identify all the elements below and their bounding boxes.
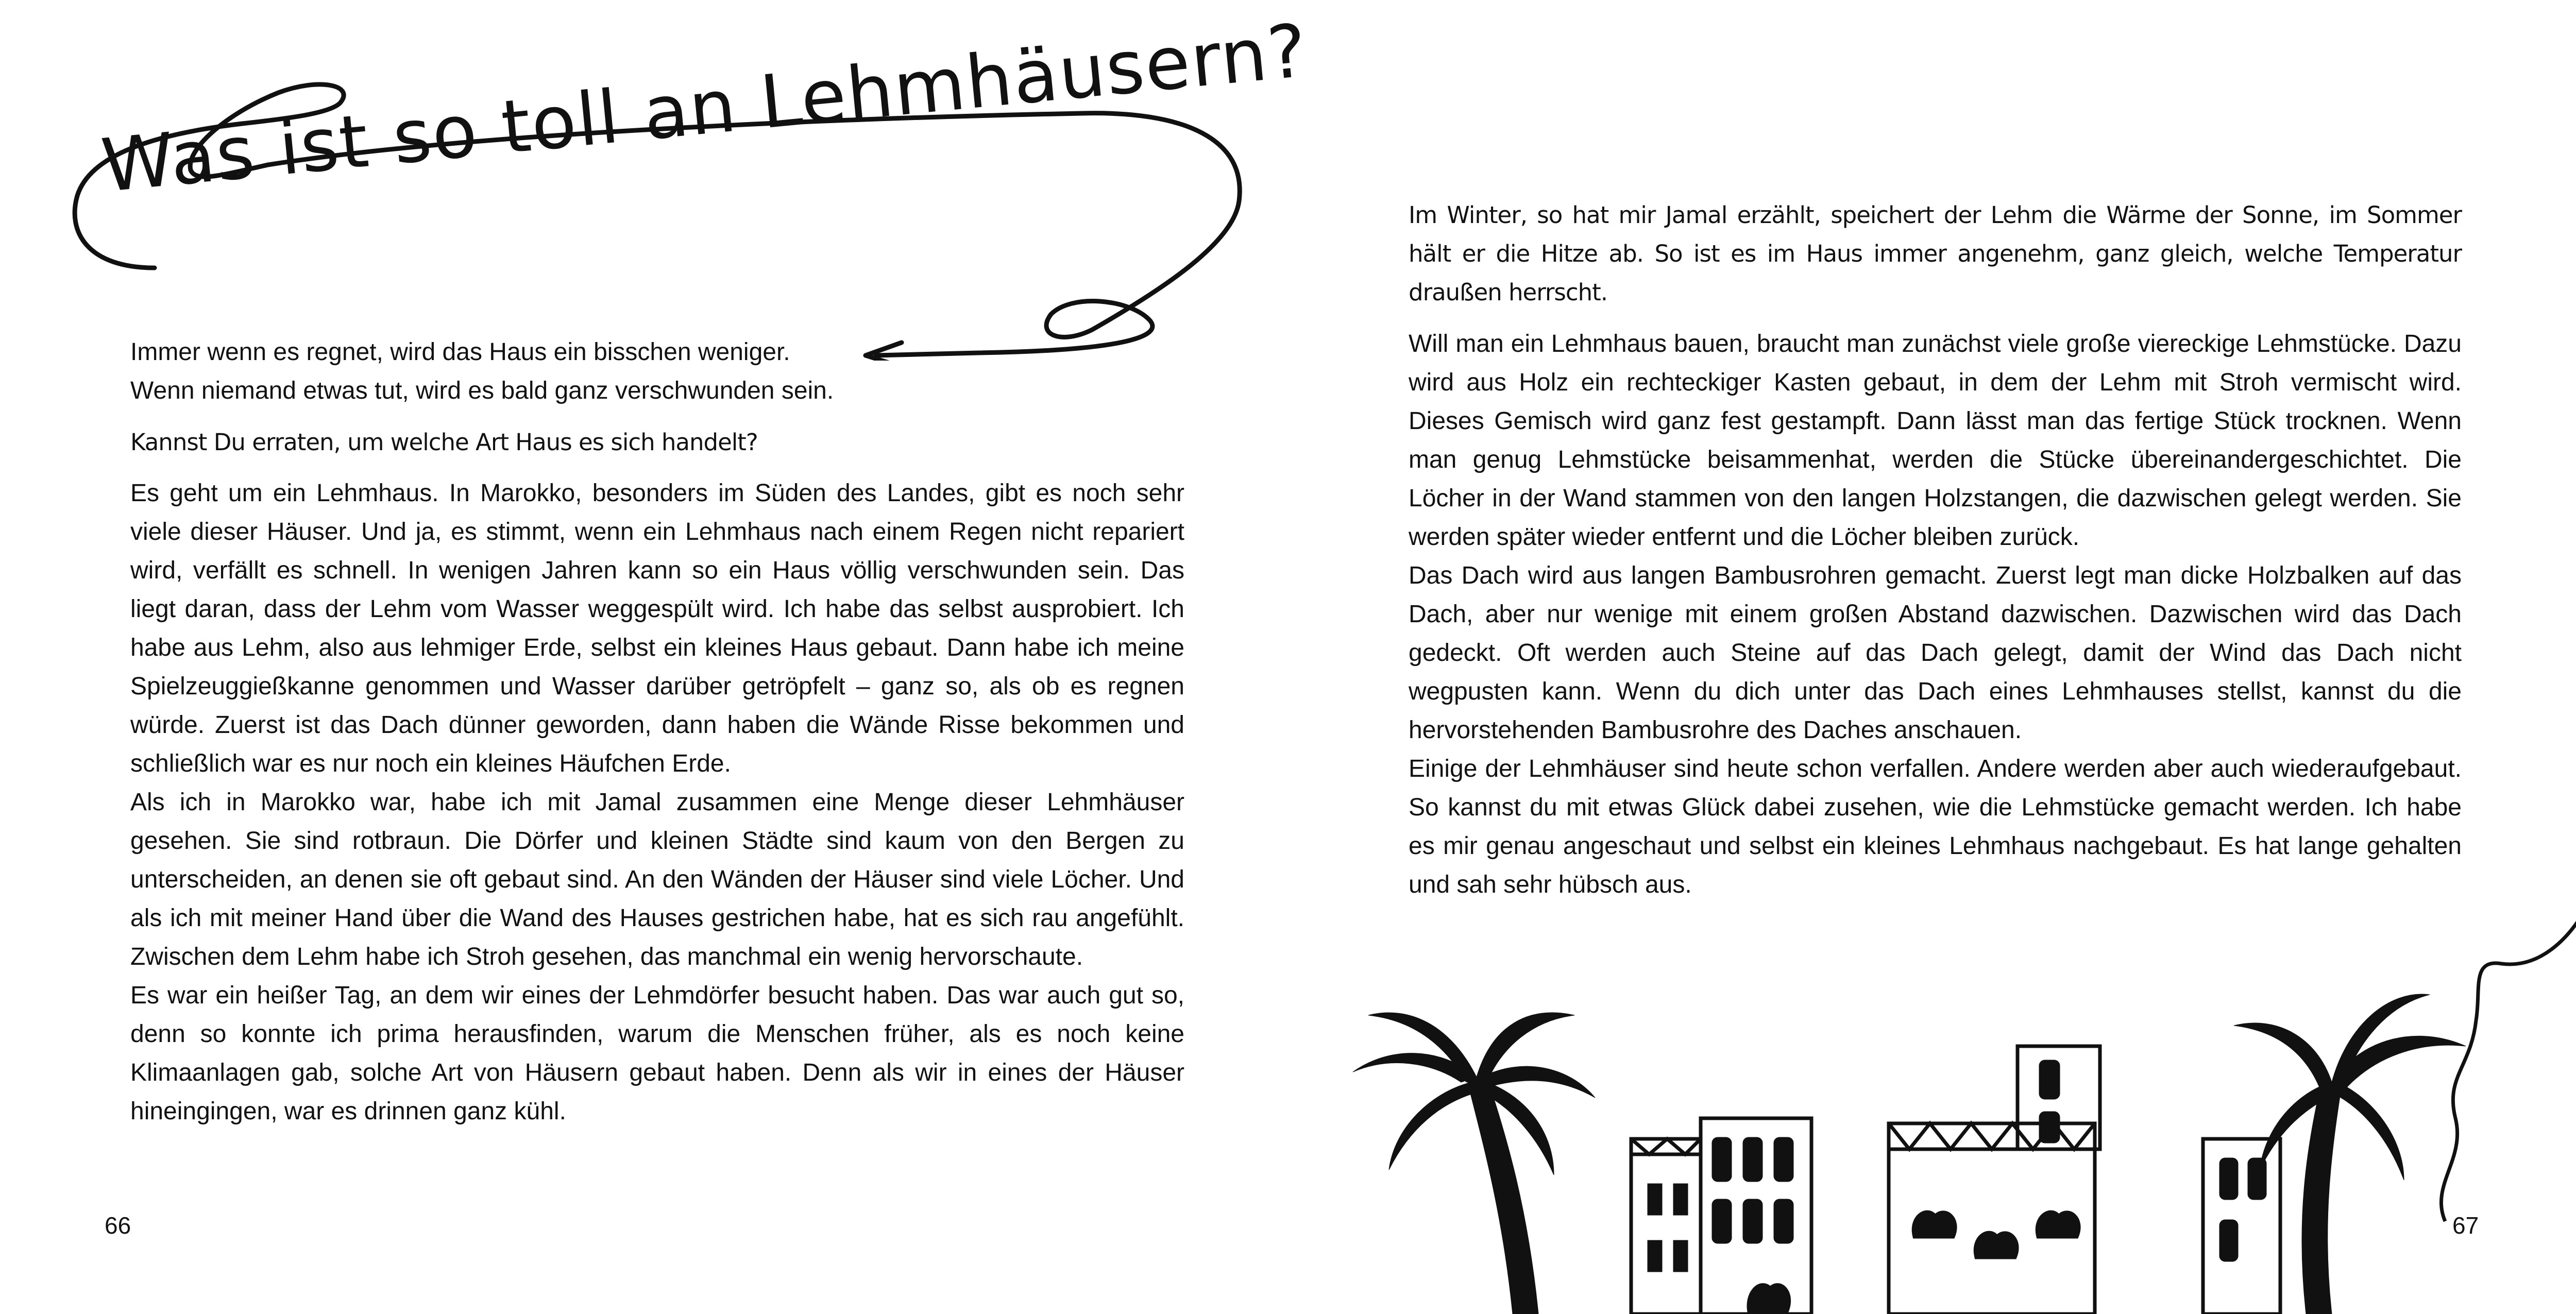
paragraph: Als ich in Marokko war, habe ich mit Jamal zusammen eine Menge dieser Lehmhäuser gesehen. Sie sind rotbraun. Die Dörfer und kleinen Städte sind kaum von den Bergen zu unterscheiden, an denen sie oft gebaut sind. An den Wänden der Häuser sind viele Löcher. Und als ich mit meiner Hand über die Wand des Hauses gestrichen habe, hat es sich rau angefühlt. Zwischen dem Lehm habe ich Stroh gesehen, das manchmal ein wenig hervorschaute. <box>130 789 1184 970</box>
right-page <box>1296 0 2576 1314</box>
left-body-text <box>130 474 1184 1131</box>
paragraph: Will man ein Lehmhaus bauen, braucht man zunächst viele große viereckige Lehmstücke. Dazu wird aus Holz ein rechteckiger Kasten gebaut, in dem der Lehm mit Stroh vermischt wird. Dieses Gemisch wird ganz fest gestampft. Dann lässt man das fertige Stück trocknen. Wenn man genug Lehmstücke beisammenhat, werden die Stücke übereinandergeschichtet. Die Löcher in der Wand stammen von den langen Holzstangen, die dazwischen gelegt werden. Sie werden später wieder entfernt und die Löcher bleiben zurück. <box>1409 330 2462 551</box>
palm-tree-icon <box>1353 1013 1595 1314</box>
paragraph: Es geht um ein Lehmhaus. In Marokko, besonders im Süden des Landes, gibt es noch sehr viele dieser Häuser. Und ja, es stimmt, wenn ein Lehmhaus nach einem Regen nicht repariert wird, verfällt es schnell. In wenigen Jahren kann so ein Haus völlig verschwunden sein. Das liegt daran, dass der Lehm vom Wasser weggespült wird. Ich habe das selbst ausprobiert. Ich habe aus Lehm, also aus lehmiger Erde, selbst ein kleines Haus gebaut. Dann habe ich meine Spielzeuggießkanne genommen und Wasser darüber getröpfelt – ganz so, als ob es regnen würde. Zuerst ist das Dach dünner geworden, dann haben die Wände Risse bekommen und schließlich war es nur noch ein kleines Häufchen Erde. <box>130 480 1184 777</box>
wavy-line-doodle <box>2441 902 2576 1221</box>
riddle-question: Kannst Du erraten, um welche Art Haus es sich handelt? <box>130 429 758 456</box>
paragraph: Es war ein heißer Tag, an dem wir eines der Lehmdörfer besucht haben. Das war auch gut so, denn so konnte ich prima herausfinden, warum die Menschen früher, als es noch keine Klimaanlagen gab, solche Art von Häusern gebaut haben. Denn als wir in eines der Häuser hineingingen, war es drinnen ganz kühl. <box>130 982 1184 1125</box>
clay-house-wide-icon <box>1889 1123 2095 1314</box>
riddle-line: Immer wenn es regnet, wird das Haus ein bisschen weniger. <box>130 338 790 366</box>
palm-tree-right-icon <box>2234 994 2466 1314</box>
handwritten-intro: Im Winter, so hat mir Jamal erzählt, speichert der Lehm die Wärme der Sonne, im Sommer hält er die Hitze ab. So ist es im Haus immer angenehm, ganz gleich, welche Temperatur draußen herrscht. <box>1409 201 2462 306</box>
clay-tower-icon <box>1701 1118 1811 1314</box>
paragraph: Einige der Lehmhäuser sind heute schon verfallen. Andere werden aber auch wiederaufgebaut. So kannst du mit etwas Glück dabei zusehen, wie die Lehmstücke gemacht werden. Ich habe es mir genau angeschaut und selbst ein kleines Lehmhaus nachgebaut. Es hat lange gehalten und sah sehr hübsch aus. <box>1409 755 2462 898</box>
page-number-right: 67 <box>2452 1212 2479 1239</box>
riddle-block <box>130 333 903 410</box>
page-number-left: 66 <box>105 1212 131 1239</box>
paragraph: Das Dach wird aus langen Bambusrohren gemacht. Zuerst legt man dicke Holzbalken auf das Dach, aber nur wenige mit einem großen Abstand dazwischen. Dazwischen wird das Dach gedeckt. Oft werden auch Steine auf das Dach gelegt, damit der Wind das Dach nicht wegpusten kann. Wenn du dich unter das Dach eines Lehmhauses stellst, kannst du die hervorstehenden Bambusrohre des Daches anschauen. <box>1409 562 2462 744</box>
clay-village-illustration <box>1296 850 2576 1314</box>
right-body-text <box>1409 325 2462 904</box>
clay-house-icon <box>1631 1139 1701 1314</box>
clay-house-right-icon <box>2203 1139 2280 1314</box>
riddle-line: Wenn niemand etwas tut, wird es bald ganz verschwunden sein. <box>130 377 834 404</box>
page-title: Was ist so toll an Lehmhäusern? <box>98 8 1312 209</box>
